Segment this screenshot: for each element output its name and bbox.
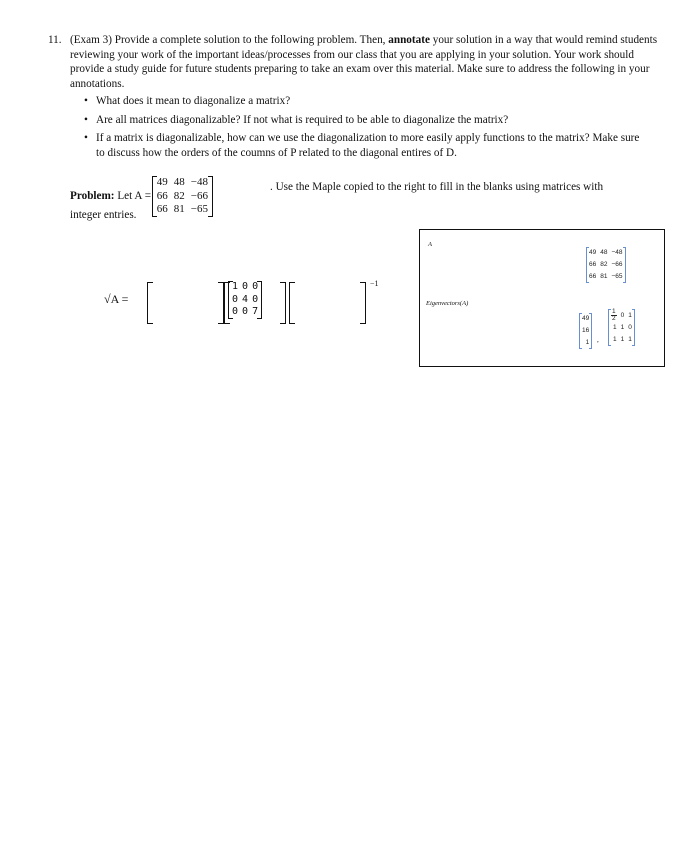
maple-a-cell: 48 bbox=[600, 249, 608, 256]
prompt-text-2: your solution in a way that would remind students reviewing your work of the important ideas/processes from our class that you are applying in your solution. Your work should provide a study guide for future students preparing to take an exam over this material. Make sure to address the following in your annotations. bbox=[70, 34, 658, 90]
eigenvector-cell: 1 bbox=[613, 324, 617, 332]
problem-label: Problem: bbox=[70, 189, 115, 202]
blank-pinv-left-bracket bbox=[289, 282, 295, 324]
matrix-d-cell: 0 bbox=[232, 293, 239, 305]
eigenvector-cell: 1 bbox=[620, 324, 625, 332]
matrix-a-cell: −65 bbox=[190, 203, 209, 215]
integer-entries-text: integer entries. bbox=[70, 209, 137, 221]
maple-matrix-a bbox=[587, 247, 625, 283]
matrix-a-cell: 66 bbox=[156, 189, 168, 202]
maple-output-panel bbox=[419, 229, 665, 367]
comma-separator: , bbox=[597, 336, 599, 344]
matrix-d-cell: 0 bbox=[242, 281, 249, 292]
eigenvalue: 49 bbox=[582, 315, 590, 322]
matrix-d bbox=[230, 281, 260, 319]
maple-a-cell: 82 bbox=[600, 261, 608, 268]
maple-a-cell: 66 bbox=[589, 273, 597, 280]
maple-a-cell: −65 bbox=[611, 273, 623, 280]
d-outer-right-bracket bbox=[280, 282, 286, 324]
bullet-item: • If a matrix is diagonalizable, how can we use the diagonalization to more easily apply functions to the matrix? Make sure to discuss how the orders of the coumns of P related to the diagonal entires of D. bbox=[84, 131, 644, 160]
matrix-a-cell: −48 bbox=[190, 176, 209, 188]
matrix-a-cell: 81 bbox=[173, 203, 185, 215]
maple-a-cell: 49 bbox=[589, 249, 597, 256]
fraction-one-half: $\frac{1}{2}$ bbox=[612, 308, 616, 322]
blank-pinv-right-bracket bbox=[360, 282, 366, 324]
eigenvector-cell: 1 bbox=[628, 336, 632, 344]
maple-eigenvector-matrix bbox=[609, 309, 634, 346]
matrix-a-cell: 82 bbox=[173, 189, 185, 202]
annotation-bullet-list bbox=[84, 94, 644, 164]
problem-instruction: . Use the Maple copied to the right to fill in the blanks using matrices with bbox=[270, 181, 604, 193]
eigenvalue: 1 bbox=[585, 339, 590, 346]
matrix-a bbox=[154, 176, 211, 217]
matrix-d-cell: 7 bbox=[252, 306, 259, 317]
maple-a-cell: 81 bbox=[600, 273, 608, 280]
matrix-a-cell: 66 bbox=[156, 203, 168, 215]
matrix-d-cell: 0 bbox=[232, 306, 239, 317]
matrix-a-cell: 49 bbox=[156, 176, 168, 188]
matrix-d-cell: 4 bbox=[242, 293, 249, 305]
eigenvector-cell: 1 bbox=[620, 336, 625, 344]
question-prompt bbox=[70, 33, 660, 91]
matrix-d-cell: 0 bbox=[252, 281, 259, 292]
bullet-item: • Are all matrices diagonalizable? If not what is required to be able to diagonalize the matrix? bbox=[84, 113, 644, 128]
matrix-d-cell: 1 bbox=[232, 281, 239, 292]
sqrt-a-lhs: √A = bbox=[104, 292, 129, 306]
prompt-text-1: (Exam 3) Provide a complete solution to the following problem. Then, bbox=[70, 34, 389, 46]
maple-a-cell: 66 bbox=[589, 261, 597, 268]
eigenvector-cell: 0 bbox=[620, 311, 625, 319]
bullet-item: • What does it mean to diagonalize a matrix? bbox=[84, 94, 644, 109]
maple-input-eigenvectors: Eigenvectors(A) bbox=[426, 300, 469, 307]
question-number: 11. bbox=[48, 34, 62, 46]
inverse-exponent: −1 bbox=[370, 279, 379, 288]
eigenvalue: 16 bbox=[582, 327, 590, 334]
eigenvector-cell: 0 bbox=[628, 324, 632, 332]
maple-input-a: A bbox=[428, 241, 432, 248]
blank-p-left-bracket bbox=[147, 282, 153, 324]
maple-a-cell: −66 bbox=[611, 261, 623, 268]
prompt-bold-annotate: annotate bbox=[388, 34, 430, 46]
eigenvector-cell: 1 bbox=[628, 311, 632, 319]
eigenvector-cell: 1 bbox=[613, 336, 617, 344]
maple-a-cell: −48 bbox=[611, 249, 623, 256]
maple-eigenvalues-vector bbox=[580, 313, 591, 349]
matrix-d-cell: 0 bbox=[242, 306, 249, 317]
matrix-a-cell: 48 bbox=[173, 176, 185, 188]
matrix-d-cell: 0 bbox=[252, 293, 259, 305]
matrix-a-cell: −66 bbox=[190, 189, 209, 202]
let-a-text: Let A = bbox=[117, 189, 151, 202]
